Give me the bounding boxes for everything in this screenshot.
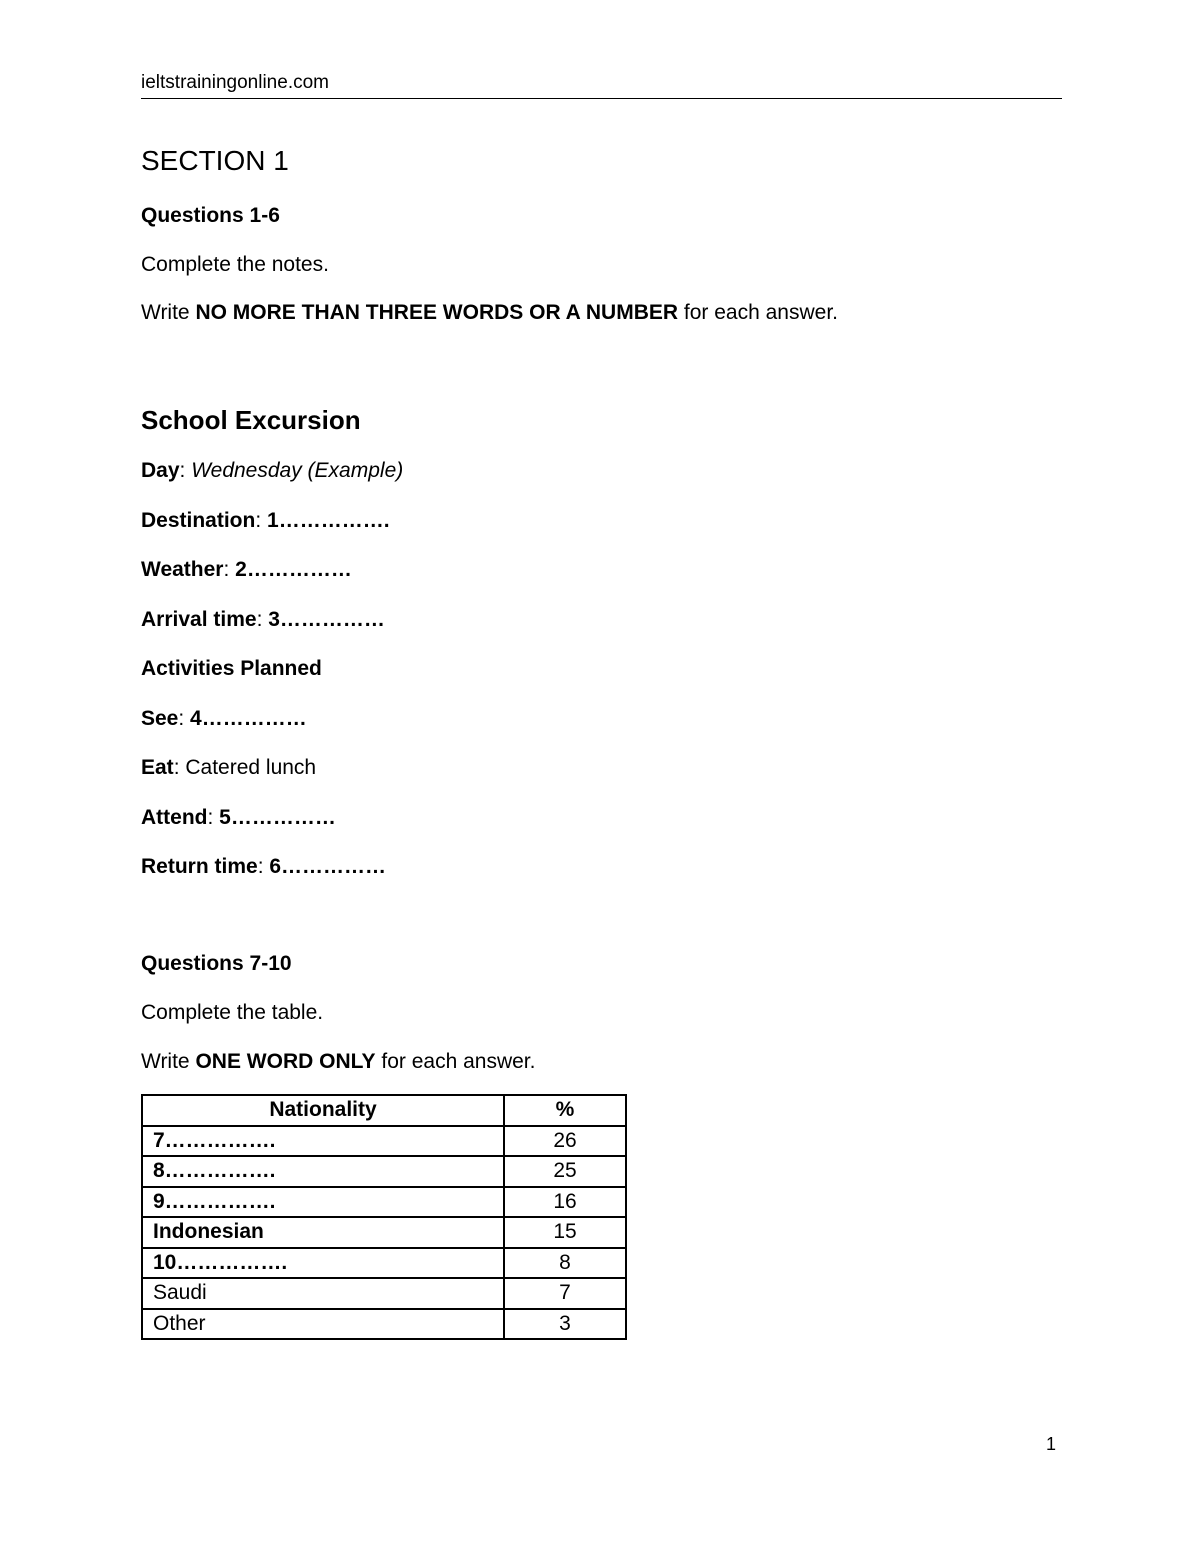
answer-blank-5: 5…………… xyxy=(219,806,336,829)
nationality-table xyxy=(141,1094,627,1340)
nationality-cell: 7……………. xyxy=(142,1126,504,1157)
note-arrival-time xyxy=(141,607,385,633)
note-label: Destination xyxy=(141,509,256,532)
instruction-text: Write xyxy=(141,301,196,324)
table-header-row xyxy=(142,1095,626,1126)
note-label: Return time xyxy=(141,855,258,878)
nationality-cell: Saudi xyxy=(142,1278,504,1309)
page-number: 1 xyxy=(1046,1434,1057,1454)
note-weather xyxy=(141,557,352,583)
table-row xyxy=(142,1309,626,1340)
header-rule xyxy=(141,98,1062,99)
table-row xyxy=(142,1217,626,1248)
percent-cell: 3 xyxy=(504,1309,626,1340)
column-header-nationality: Nationality xyxy=(142,1095,504,1126)
instruction-text: for each answer. xyxy=(678,301,838,324)
note-label: Attend xyxy=(141,806,208,829)
note-separator: : xyxy=(256,608,269,631)
answer-blank-4: 4…………… xyxy=(190,707,307,730)
questions-7-10-heading: Questions 7-10 xyxy=(141,952,292,975)
note-separator: : xyxy=(223,558,236,581)
note-return-time xyxy=(141,854,386,880)
answer-blank-2: 2…………… xyxy=(235,558,352,581)
percent-cell: 16 xyxy=(504,1187,626,1218)
percent-cell: 15 xyxy=(504,1217,626,1248)
instruction-text: for each answer. xyxy=(375,1050,536,1073)
note-separator: : xyxy=(178,707,191,730)
percent-cell: 26 xyxy=(504,1126,626,1157)
percent-cell: 25 xyxy=(504,1156,626,1187)
note-separator: : xyxy=(255,509,268,532)
instruction-word-limit-1 xyxy=(141,300,838,326)
note-day xyxy=(141,458,403,484)
table-row xyxy=(142,1187,626,1218)
instruction-complete-notes: Complete the notes. xyxy=(141,253,329,276)
instruction-emphasis: ONE WORD ONLY xyxy=(195,1050,376,1073)
column-header-percent: % xyxy=(504,1095,626,1126)
note-attend xyxy=(141,805,336,831)
table-row xyxy=(142,1248,626,1279)
note-eat xyxy=(141,755,316,781)
note-label: Day xyxy=(141,459,180,482)
note-label: Arrival time xyxy=(141,608,257,631)
note-destination xyxy=(141,508,390,534)
nationality-cell: Other xyxy=(142,1309,504,1340)
site-header: ieltstrainingonline.com xyxy=(141,72,329,93)
section-title: SECTION 1 xyxy=(141,145,289,176)
instruction-text: Write xyxy=(141,1050,196,1073)
instruction-complete-table: Complete the table. xyxy=(141,1001,324,1024)
answer-blank-3: 3…………… xyxy=(268,608,385,631)
note-separator: : xyxy=(173,756,186,779)
note-separator: : xyxy=(207,806,220,829)
note-separator: : xyxy=(257,855,270,878)
nationality-cell: Indonesian xyxy=(142,1217,504,1248)
note-see xyxy=(141,706,307,732)
note-value: Wednesday (Example) xyxy=(191,459,404,482)
answer-blank-1: 1……………. xyxy=(267,509,390,532)
instruction-word-limit-2 xyxy=(141,1049,535,1075)
table-row xyxy=(142,1278,626,1309)
nationality-cell: 8……………. xyxy=(142,1156,504,1187)
percent-cell: 8 xyxy=(504,1248,626,1279)
note-label: Weather xyxy=(141,558,224,581)
table-row xyxy=(142,1126,626,1157)
answer-blank-6: 6…………… xyxy=(269,855,387,878)
questions-1-6-heading: Questions 1-6 xyxy=(141,204,280,227)
percent-cell: 7 xyxy=(504,1278,626,1309)
note-separator: : xyxy=(179,459,192,482)
nationality-cell: 9……………. xyxy=(142,1187,504,1218)
note-value: Catered lunch xyxy=(185,756,317,779)
instruction-emphasis: NO MORE THAN THREE WORDS OR A NUMBER xyxy=(195,301,679,324)
note-label: Eat xyxy=(141,756,174,779)
activities-heading: Activities Planned xyxy=(141,657,322,680)
notes-title: School Excursion xyxy=(141,405,361,435)
table-row xyxy=(142,1156,626,1187)
note-label: See xyxy=(141,707,179,730)
nationality-cell: 10……………. xyxy=(142,1248,504,1279)
